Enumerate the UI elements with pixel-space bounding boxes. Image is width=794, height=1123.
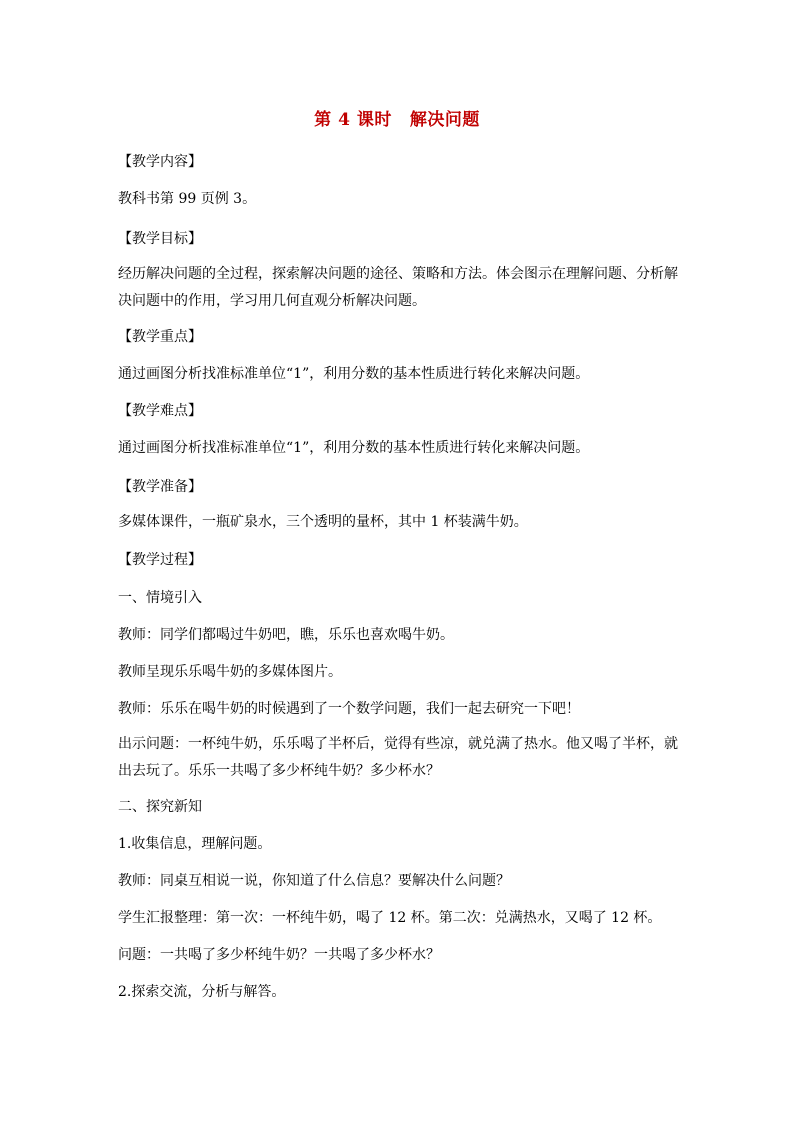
content-heading: 【教学内容】 — [118, 154, 202, 170]
prep-heading: 【教学准备】 — [118, 479, 202, 495]
title-topic: 解决问题 — [409, 110, 480, 130]
step2-heading: 2.探索交流，分析与解答。 — [118, 984, 286, 1000]
page-title — [0, 105, 794, 130]
paragraph-teacher-discuss: 教师：同桌互相说一说，你知道了什么信息？要解决什么问题？ — [118, 873, 510, 889]
step1-heading: 1.收集信息，理解问题。 — [118, 836, 272, 852]
goal-text: 经历解决问题的全过程，探索解决问题的途径、策略和方法。体会图示在理解问题、分析解决问题中的作用，学习用几何直观分析解决问题。 — [118, 266, 678, 309]
paragraph-teacher-question: 教师：乐乐在喝牛奶的时候遇到了一个数学问题，我们一起去研究一下吧！ — [118, 701, 580, 717]
goal-heading: 【教学目标】 — [118, 231, 202, 247]
difficulty-heading: 【教学难点】 — [118, 403, 202, 419]
difficulty-text: 通过画图分析找准标准单位“1”，利用分数的基本性质进行转化来解决问题。 — [118, 440, 590, 456]
process-heading: 【教学过程】 — [118, 552, 202, 568]
paragraph-show-image: 教师呈现乐乐喝牛奶的多媒体图片。 — [118, 664, 342, 680]
key-text: 通过画图分析找准标准单位“1”，利用分数的基本性质进行转化来解决问题。 — [118, 366, 590, 382]
key-heading: 【教学重点】 — [118, 329, 202, 345]
paragraph-student-report: 学生汇报整理：第一次：一杯纯牛奶，喝了 12 杯。第二次：兑满热水，又喝了 12 杯。 — [118, 910, 662, 926]
paragraph-teacher-intro: 教师：同学们都喝过牛奶吧，瞧，乐乐也喜欢喝牛奶。 — [118, 627, 454, 643]
paragraph-problem: 出示问题：一杯纯牛奶，乐乐喝了半杯后，觉得有些凉，就兑满了热水。他又喝了半杯，就出去玩了。乐乐一共喝了多少杯纯牛奶？多少杯水？ — [118, 736, 678, 779]
part1-heading: 一、情境引入 — [118, 590, 202, 606]
part2-heading: 二、探究新知 — [118, 799, 202, 815]
prep-text: 多媒体课件，一瓶矿泉水，三个透明的量杯，其中 1 杯装满牛奶。 — [118, 514, 528, 530]
content-text: 教科书第 99 页例 3。 — [118, 191, 257, 207]
paragraph-question: 问题：一共喝了多少杯纯牛奶？一共喝了多少杯水？ — [118, 947, 440, 963]
title-lesson-number: 第 4 课时 — [314, 110, 392, 130]
